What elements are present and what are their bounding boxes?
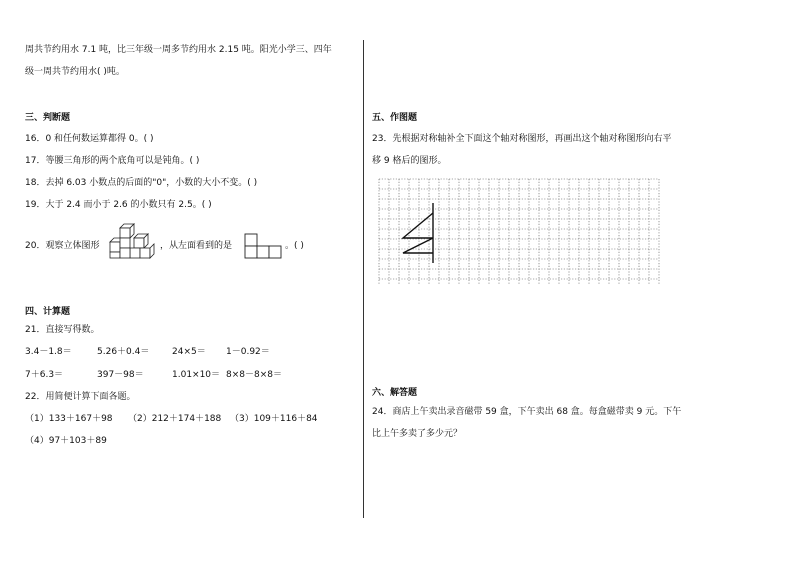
question-23-line-1: 23．先根据对称轴补全下面这个轴对称图形，再画出这个轴对称图形向右平	[372, 134, 672, 144]
partial-figure	[403, 203, 433, 263]
calc-item: 7＋6.3＝	[25, 370, 64, 380]
section-5-title: 五、作图题	[372, 113, 418, 123]
question-20-part-b: ，从左面看到的是	[160, 241, 233, 251]
simple-calc-item: （1）133＋167＋98	[25, 414, 113, 424]
dotted-grid-drawing	[378, 178, 660, 286]
question-23-line-2: 移 9 格后的图形。	[372, 156, 447, 166]
continued-question-line-2: 级一周共节约用水( )吨。	[25, 67, 125, 77]
calc-item: 24×5＝	[172, 347, 206, 357]
question-16: 16．0 和任何数运算都得 0。( )	[25, 134, 154, 144]
calc-item: 1－0.92＝	[226, 347, 270, 357]
question-18: 18．去掉 6.03 小数点的后面的"0"，小数的大小不变。( )	[25, 178, 258, 188]
continued-question-line-1: 周共节约用水 7.1 吨，比三年级一周多节约用水 2.15 吨。阳光小学三、四年	[25, 45, 332, 55]
calc-item: 3.4－1.8＝	[25, 347, 72, 357]
question-20-part-a: 20．观察立体图形	[25, 241, 100, 251]
calc-item: 5.26＋0.4＝	[97, 347, 150, 357]
question-24-line-2: 比上午多卖了多少元？	[372, 429, 463, 439]
simple-calc-item: （2）212＋174＋188	[128, 414, 222, 424]
column-divider	[363, 40, 364, 518]
section-6-title: 六、解答题	[372, 388, 418, 398]
simple-calc-item: （3）109＋116＋84	[230, 414, 318, 424]
question-24-line-1: 24．商店上午卖出录音磁带 59 盒，下午卖出 68 盒。每盒磁带卖 9 元。下午	[372, 407, 682, 417]
calc-item: 397－98＝	[97, 370, 144, 380]
simple-calc-item: （4）97＋103＋89	[25, 436, 107, 446]
question-20-part-c: 。( )	[285, 241, 304, 251]
calc-item: 1.01×10＝	[172, 370, 221, 380]
section-4-title: 四、计算题	[25, 307, 71, 317]
solid-figure-image	[106, 222, 158, 262]
question-21: 21．直接写得数。	[25, 325, 100, 335]
left-view-image	[243, 232, 283, 260]
question-22: 22．用简便计算下面各题。	[25, 392, 136, 402]
section-3-title: 三、判断题	[25, 113, 71, 123]
question-19: 19．大于 2.4 而小于 2.6 的小数只有 2.5。( )	[25, 200, 212, 210]
calc-item: 8×8－8×8＝	[226, 370, 282, 380]
question-17: 17．等腰三角形的两个底角可以是钝角。( )	[25, 156, 200, 166]
